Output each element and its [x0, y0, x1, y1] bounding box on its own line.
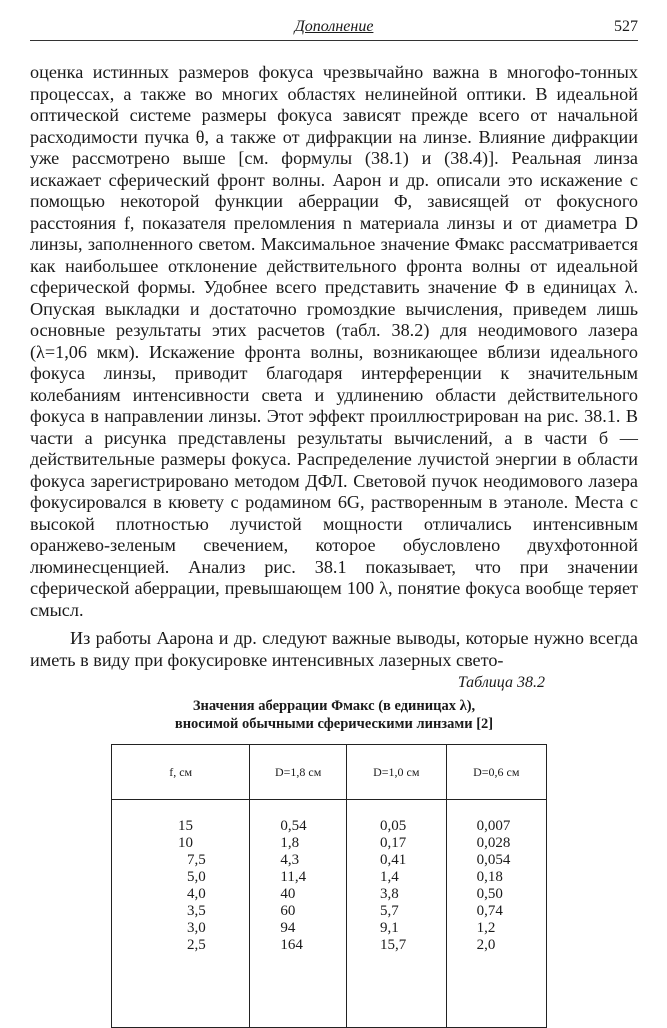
header-d-1-0: D=1,0 см: [347, 745, 447, 800]
table-row: [112, 937, 547, 1027]
cell-d18: 164: [250, 937, 347, 1027]
header-d-0-6: D=0,6 см: [446, 745, 546, 800]
table-header-row: [112, 745, 547, 800]
cell-d06: 0,054: [446, 852, 546, 869]
running-header: [30, 14, 638, 41]
table-caption-line-2: вносимой обычными сферическими линзами [2]: [174, 716, 494, 732]
table-row: [112, 903, 547, 920]
cell-d18: 94: [250, 920, 347, 937]
cell-d18: 40: [250, 886, 347, 903]
cell-f: 10: [112, 835, 250, 852]
cell-f: 2,5: [112, 937, 250, 1027]
cell-d18: 60: [250, 903, 347, 920]
cell-d06: 0,028: [446, 835, 546, 852]
cell-f: 3,0: [112, 920, 250, 937]
cell-d06: 0,18: [446, 869, 546, 886]
table-row: [112, 835, 547, 852]
cell-f: 4,0: [112, 886, 250, 903]
table-row: [112, 869, 547, 886]
table-caption: [60, 697, 608, 733]
cell-d18: 4,3: [250, 852, 347, 869]
cell-f: 3,5: [112, 903, 250, 920]
table-caption-line-1: Значения аберрации Φмакс (в единицах λ),: [192, 698, 476, 714]
table-row: [112, 800, 547, 836]
table-row: [112, 920, 547, 937]
cell-d10: 1,4: [347, 869, 447, 886]
table-row: [112, 886, 547, 903]
cell-d06: 0,74: [446, 903, 546, 920]
paragraph-1: оценка истинных размеров фокуса чрезвычайно важна в многофо-тонных процессах, а также во многих областях нелинейной оптики. В идеальной оптической системе размеры фокуса зависят прежде всего от начальной расходимости пучка θ, а также от дифракции на линзе. Влияние дифракции уже рассмотрено выше [см. формулы (38.1) и (38.4)]. Реальная линза искажает сферический фронт волны. Аарон и др. описали это искажение с помощью некоторой функции аберрации Φ, зависящей от фокусного расстояния f, показателя преломления n материала линзы и от диаметра D линзы, заполненного светом. Максимальное значение Φмакс рассматривается как наибольшее отклонение действительного фронта волны от идеальной сферической формы. Удобнее всего представить значение Φ в единицах λ. Опуская выкладки и достаточно громоздкие вычисления, приведем лишь основные результаты этих расчетов (табл. 38.2) для неодимового лазера (λ=1,06 мкм). Искажение фронта волны, возникающее вблизи идеального фокуса линзы, приводит благодаря интерференции к значительным колебаниям интенсивности света и удлинению области действительного фокуса в направлении линзы. Этот эффект проиллюстрирован на рис. 38.1. В части а рисунка представлены результаты вычислений, а в части б — действительные размеры фокуса. Распределение лучистой энергии в области фокуса зарегистрировано методом ДФЛ. Световой пучок неодимового лазера фокусировался в кювету с родамином 6G, растворенным в этаноле. Места с высокой плотностью лучистой мощности отличались интенсивным оранжево-зеленым свечением, которое обусловлено двухфотонной люминесценцией. Анализ рис. 38.1 показывает, что при значении сферической аберрации, превышающем 100 λ, понятие фокуса вообще теряет смысл.: [30, 62, 638, 620]
body-text: [30, 62, 638, 671]
cell-f: 7,5: [112, 852, 250, 869]
table-label: Таблица 38.2: [457, 674, 545, 691]
cell-d18: 0,54: [250, 800, 347, 836]
cell-d10: 0,05: [347, 800, 447, 836]
paragraph-2: Из работы Аарона и др. следуют важные выводы, которые нужно всегда иметь в виду при фокусировке интенсивных лазерных свето-: [30, 628, 638, 670]
table-row: [112, 852, 547, 869]
cell-d10: 9,1: [347, 920, 447, 937]
page-number: 527: [614, 18, 638, 35]
cell-d18: 11,4: [250, 869, 347, 886]
cell-d10: 15,7: [347, 937, 447, 1027]
cell-d10: 0,17: [347, 835, 447, 852]
cell-d06: 0,50: [446, 886, 546, 903]
cell-d10: 0,41: [347, 852, 447, 869]
cell-d06: 1,2: [446, 920, 546, 937]
aberration-table: [111, 744, 547, 1028]
header-focal-length: f, см: [112, 745, 250, 800]
cell-d10: 3,8: [347, 886, 447, 903]
cell-d06: 2,0: [446, 937, 546, 1027]
header-d-1-8: D=1,8 см: [250, 745, 347, 800]
header-title: Дополнение: [294, 18, 374, 35]
cell-d06: 0,007: [446, 800, 546, 836]
cell-f: 15: [112, 800, 250, 836]
cell-d10: 5,7: [347, 903, 447, 920]
cell-f: 5,0: [112, 869, 250, 886]
cell-d18: 1,8: [250, 835, 347, 852]
